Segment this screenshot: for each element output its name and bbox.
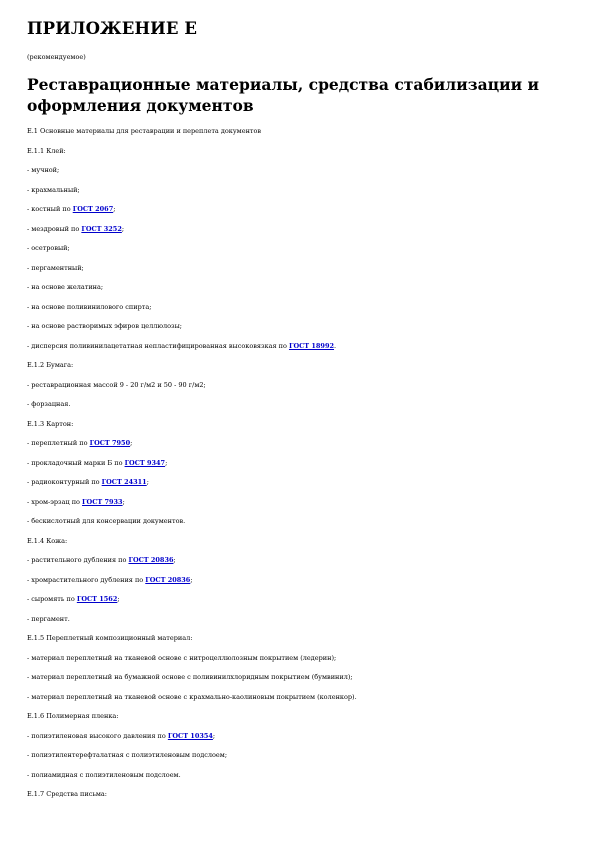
text-line xyxy=(27,693,357,702)
text-line xyxy=(27,342,336,351)
text-line xyxy=(27,283,103,292)
text-line xyxy=(27,439,132,448)
line-text: Е.1.2 Бумага: xyxy=(27,361,74,369)
line-text: Е.1.3 Картон: xyxy=(27,419,74,428)
standard-link[interactable]: ГОСТ 7933 xyxy=(82,497,123,506)
line-text: - хромрастительного дубления по xyxy=(27,575,146,584)
line-text: - на основе поливинилового спирта; xyxy=(27,302,152,311)
text-line xyxy=(27,595,120,604)
text-line xyxy=(27,732,215,741)
line-text: Е.1.5 Переплетный композиционный материал: xyxy=(27,634,193,642)
standard-link[interactable]: ГОСТ 18992 xyxy=(288,341,335,350)
line-text: - хром-эрзац по xyxy=(27,497,83,506)
standard-link[interactable]: ГОСТ 3252 xyxy=(81,224,122,233)
text-line xyxy=(27,712,118,721)
text-line xyxy=(27,264,84,273)
line-punctuation: ; xyxy=(212,731,216,740)
line-text: Е.1.7 Средства письма: xyxy=(27,790,107,798)
text-line xyxy=(27,537,67,546)
line-text: Е.1.1 Клей: xyxy=(27,146,66,155)
line-punctuation: ; xyxy=(165,458,168,467)
line-punctuation: ; xyxy=(121,224,125,233)
line-text: - на основе желатина; xyxy=(27,283,104,291)
line-text: - полиэтилентерефталатная с полиэтиленовым подслоем; xyxy=(27,751,228,759)
text-line xyxy=(27,556,176,565)
text-line xyxy=(27,478,149,487)
line-text: - полиэтиленовая высокого давления по xyxy=(27,731,168,740)
text-line xyxy=(27,127,261,136)
standard-link[interactable]: ГОСТ 9347 xyxy=(124,458,166,467)
line-text: Е.1.4 Кожа: xyxy=(27,536,68,545)
standard-link[interactable]: ГОСТ 1562 xyxy=(76,595,118,603)
text-line xyxy=(27,186,80,195)
text-line xyxy=(27,634,192,643)
line-text: - реставрационная массой 9 - 20 г/м2 и 50 - 90 г/м2; xyxy=(27,380,206,389)
text-line xyxy=(27,244,70,253)
line-text: - костный по xyxy=(27,205,73,213)
line-text: - бескислотный для консервации документов. xyxy=(27,517,186,525)
line-text: - пергамент. xyxy=(27,614,70,623)
line-text: - полиамидная с полиэтиленовым подслоем. xyxy=(27,770,181,779)
standard-link[interactable]: ГОСТ 10354 xyxy=(167,731,213,740)
appendix-note: (рекомендуемое) xyxy=(27,53,86,61)
text-line xyxy=(27,751,227,760)
line-text: - сыромять по xyxy=(27,595,77,603)
text-line xyxy=(27,361,73,370)
line-text: Е.1.6 Полимерная пленка: xyxy=(27,712,119,720)
text-line xyxy=(27,225,124,234)
text-line xyxy=(27,576,193,585)
line-text: - на основе растворимых эфиров целлюлозы; xyxy=(27,322,182,330)
line-text: - прокладочный марки Б по xyxy=(27,458,125,467)
line-punctuation: ; xyxy=(146,478,149,486)
text-line xyxy=(27,166,59,175)
standard-link[interactable]: ГОСТ 2067 xyxy=(72,205,114,213)
text-line xyxy=(27,420,73,429)
text-line xyxy=(27,615,70,624)
text-line xyxy=(27,673,353,682)
text-line xyxy=(27,381,206,390)
line-punctuation: ; xyxy=(130,439,133,447)
text-line xyxy=(27,400,70,409)
line-text: - материал переплетный на тканевой основе с нитроцеллюлозным покрытием (ледерин); xyxy=(27,653,337,662)
line-punctuation: ; xyxy=(122,497,125,506)
text-line xyxy=(27,654,336,663)
line-text: - переплетный по xyxy=(27,439,90,447)
line-text: - мездровый по xyxy=(27,224,82,233)
line-text: - растительного дубления по xyxy=(27,556,129,564)
text-line xyxy=(27,771,181,780)
section-heading: Реставрационные материалы, средства стабилизации и оформления документов xyxy=(27,75,539,115)
line-text: - материал переплетный на бумажной основе с поливинилхлоридным покрытием (бумвинил); xyxy=(27,673,353,681)
line-punctuation: ; xyxy=(113,205,116,213)
line-punctuation: ; xyxy=(173,556,176,564)
text-line xyxy=(27,498,125,507)
text-line xyxy=(27,303,151,312)
text-line xyxy=(27,322,182,331)
text-line xyxy=(27,790,107,799)
standard-link[interactable]: ГОСТ 7950 xyxy=(89,439,131,447)
text-line xyxy=(27,517,185,526)
line-text: - дисперсия поливинилацетатная непластифицированная высоковязкая по xyxy=(27,341,289,350)
standard-link[interactable]: ГОСТ 20836 xyxy=(128,556,174,564)
standard-link[interactable]: ГОСТ 20836 xyxy=(145,575,191,584)
line-text: - осетровый; xyxy=(27,244,70,252)
line-punctuation: ; xyxy=(117,595,120,603)
line-text: Е.1 Основные материалы для реставрации и переплета документов xyxy=(27,127,262,135)
line-text: - пергаментный; xyxy=(27,263,84,272)
line-text: - материал переплетный на тканевой основе с крахмально-каолиновым покрытием (коленкор). xyxy=(27,692,357,701)
line-punctuation: ; xyxy=(190,575,193,584)
line-text: - крахмальный; xyxy=(27,185,80,194)
text-line xyxy=(27,205,115,214)
line-punctuation: . xyxy=(334,341,337,350)
line-text: - мучной; xyxy=(27,166,60,174)
appendix-title: ПРИЛОЖЕНИЕ Е xyxy=(27,19,198,38)
standard-link[interactable]: ГОСТ 24311 xyxy=(101,478,147,486)
text-line xyxy=(27,147,66,156)
line-text: - радиоконтурный по xyxy=(27,478,102,486)
text-line xyxy=(27,459,167,468)
line-text: - форзацная. xyxy=(27,400,71,408)
